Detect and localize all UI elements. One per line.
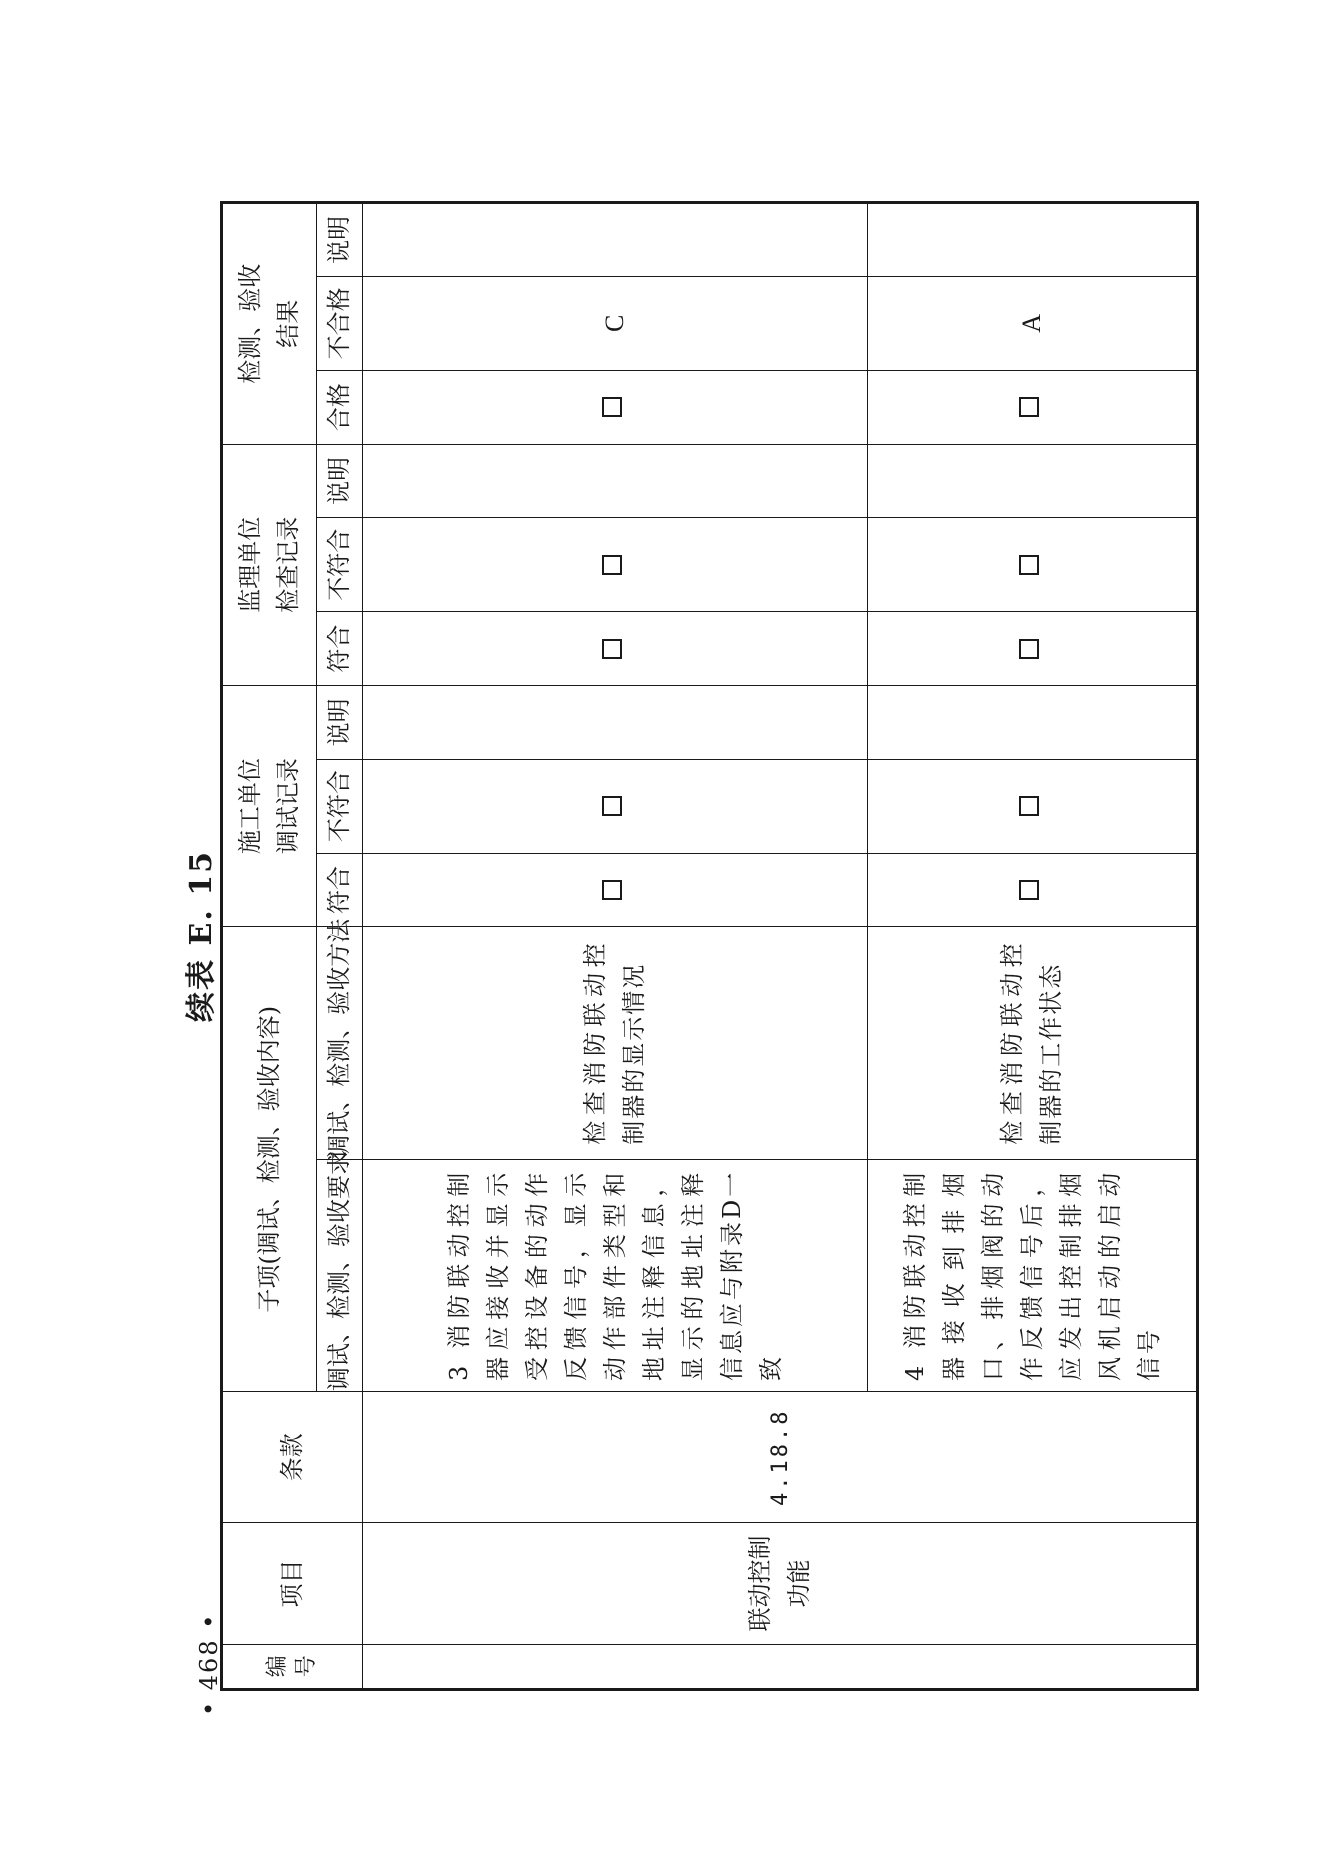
cell-no	[363, 1644, 1198, 1689]
row-1-result-note	[363, 203, 868, 277]
row-1-supervision-nonconform	[363, 518, 868, 612]
row-2-result-note	[868, 203, 1198, 277]
header-construction-nonconform: 不符合	[317, 759, 363, 853]
checkbox[interactable]	[602, 555, 622, 575]
checkbox[interactable]	[1019, 880, 1039, 900]
row-1-construction-nonconform	[363, 759, 868, 853]
row-1-construction-conform	[363, 853, 868, 927]
checkbox[interactable]	[1019, 555, 1039, 575]
row-1-supervision-note	[363, 444, 868, 518]
checkbox[interactable]	[602, 397, 622, 417]
row-1-requirement: 3 消防联动控制器应接收并显示受控设备的动作反馈信号，显示动作部件类型和地址注释信息，显示的地址注释信息应与附录D一致	[363, 1159, 868, 1391]
row-1-supervision-conform	[363, 612, 868, 686]
row-2-construction-nonconform	[868, 759, 1198, 853]
row-1-result-qualified	[363, 370, 868, 444]
checkbox[interactable]	[1019, 796, 1039, 816]
header-result: 检测、验收 结果	[222, 203, 317, 445]
row-2-result-unqualified: A	[868, 276, 1198, 370]
header-construction: 施工单位 调试记录	[222, 685, 317, 926]
header-result-note: 说明	[317, 203, 363, 277]
table-title: 续表 E. 15	[184, 850, 219, 1022]
row-1-construction-note	[363, 685, 868, 759]
cell-item: 联动控制 功能	[363, 1523, 1198, 1644]
header-construction-conform: 符合	[317, 853, 363, 927]
row-2-supervision-note	[868, 444, 1198, 518]
header-method: 调试、检测、验收方法	[317, 927, 363, 1159]
row-2-result-qualified	[868, 370, 1198, 444]
row-2-supervision-conform	[868, 612, 1198, 686]
header-clause: 条款	[222, 1392, 363, 1523]
header-result-unqualified: 不合格	[317, 276, 363, 370]
inspection-table	[220, 201, 1199, 1691]
row-2-method: 检查消防联动控制器的工作状态	[868, 927, 1198, 1159]
header-result-qualified: 合格	[317, 370, 363, 444]
cell-clause: 4.18.8	[363, 1392, 1198, 1523]
page-number: • 468 •	[195, 1612, 223, 1716]
header-subitem-group: 子项(调试、检测、验收内容)	[222, 927, 317, 1392]
header-supervision: 监理单位 检查记录	[222, 444, 317, 685]
row-2-construction-note	[868, 685, 1198, 759]
row-2-supervision-nonconform	[868, 518, 1198, 612]
header-requirement: 调试、检测、验收要求	[317, 1159, 363, 1391]
checkbox[interactable]	[1019, 397, 1039, 417]
checkbox[interactable]	[602, 796, 622, 816]
header-supervision-conform: 符合	[317, 612, 363, 686]
checkbox[interactable]	[602, 880, 622, 900]
checkbox[interactable]	[602, 639, 622, 659]
header-item: 项目	[222, 1523, 363, 1644]
header-no: 编号	[222, 1644, 363, 1689]
header-supervision-nonconform: 不符合	[317, 518, 363, 612]
header-construction-note: 说明	[317, 685, 363, 759]
checkbox[interactable]	[1019, 639, 1039, 659]
row-2-requirement: 4 消防联动控制器接收到排烟口、排烟阀的动作反馈信号后，应发出控制排烟风机启动的启动信号	[868, 1159, 1198, 1391]
header-supervision-note: 说明	[317, 444, 363, 518]
row-1-method: 检查消防联动控制器的显示情况	[363, 927, 868, 1159]
row-2-construction-conform	[868, 853, 1198, 927]
row-1-result-unqualified: C	[363, 276, 868, 370]
